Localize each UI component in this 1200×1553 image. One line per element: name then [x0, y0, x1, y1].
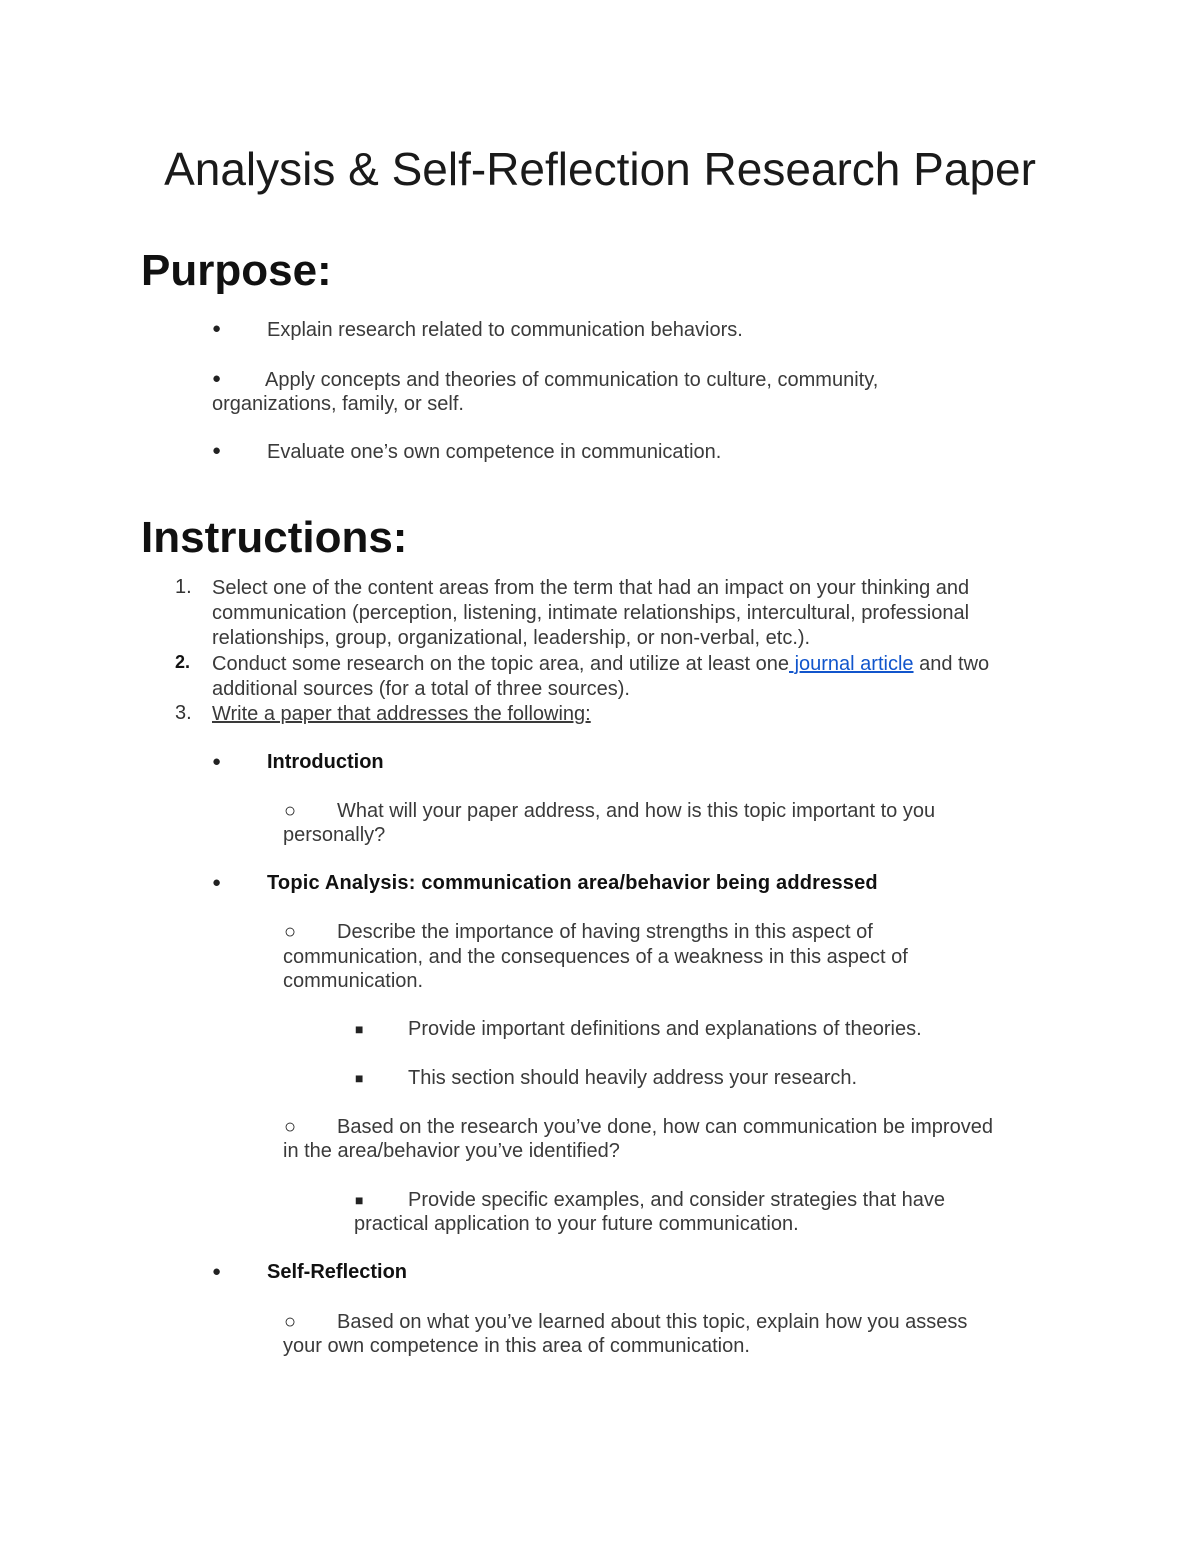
topic-sub-5-line1: Provide specific examples, and consider strategies that have — [408, 1189, 945, 1211]
step-2-text-a: Conduct some research on the topic area, and utilize at least one — [212, 653, 790, 675]
section-introduction: Introduction — [267, 751, 384, 773]
bullet-icon: ● — [212, 1263, 222, 1280]
topic-sub-3: This section should heavily address your research. — [408, 1067, 858, 1089]
purpose-item-3: Evaluate one’s own competence in communication. — [267, 441, 722, 463]
step-3-line1: Write a paper that addresses the following: — [212, 703, 591, 725]
step-2-line2: additional sources (for a total of three sources). — [212, 678, 630, 700]
step-number: 3. — [175, 702, 192, 724]
square-bullet-icon: ■ — [355, 1021, 364, 1037]
purpose-heading: Purpose: — [141, 246, 332, 295]
topic-sub-1-line1: Describe the importance of having strengths in this aspect of — [337, 921, 873, 943]
step-1-line1: Select one of the content areas from the term that had an impact on your thinking and — [212, 577, 970, 599]
journal-article-link[interactable]: journal article — [789, 653, 914, 675]
step-1-line2: communication (perception, listening, intimate relationships, intercultural, professional — [212, 602, 970, 624]
bullet-icon: ● — [212, 753, 222, 770]
section-topic-analysis: Topic Analysis: communication area/behavior being addressed — [267, 872, 878, 894]
topic-sub-2: Provide important definitions and explanations of theories. — [408, 1018, 922, 1040]
step-1-line3: relationships, group, organizational, leadership, or non-verbal, etc.). — [212, 627, 811, 649]
reflection-sub-1-line1: Based on what you’ve learned about this topic, explain how you assess — [337, 1311, 968, 1333]
topic-sub-5-line2: practical application to your future communication. — [354, 1213, 799, 1235]
square-bullet-icon: ■ — [355, 1192, 364, 1208]
intro-sub-1-line1: What will your paper address, and how is this topic important to you — [337, 800, 936, 822]
topic-sub-4-line1: Based on the research you’ve done, how can communication be improved — [337, 1116, 993, 1138]
step-2-text-b: and two — [913, 653, 990, 675]
bullet-icon: ● — [212, 320, 222, 337]
section-self-reflection: Self-Reflection — [267, 1261, 408, 1283]
purpose-item-1: Explain research related to communication behaviors. — [267, 319, 743, 341]
purpose-item-2-line1: Apply concepts and theories of communication to culture, community, — [265, 369, 879, 391]
purpose-item-2-line2: organizations, family, or self. — [212, 393, 464, 415]
document-title: Analysis & Self-Reflection Research Paper — [164, 143, 1036, 195]
bullet-icon: ● — [212, 874, 222, 891]
step-2-line1 — [212, 652, 989, 677]
step-number: 2. — [175, 652, 191, 672]
hollow-bullet-icon: ○ — [284, 1116, 297, 1138]
topic-sub-4-line2: in the area/behavior you’ve identified? — [283, 1140, 620, 1162]
intro-sub-1-line2: personally? — [283, 824, 386, 846]
topic-sub-1-line3: communication. — [283, 970, 424, 992]
bullet-icon: ● — [212, 442, 222, 459]
square-bullet-icon: ■ — [355, 1070, 364, 1086]
instructions-heading: Instructions: — [141, 513, 408, 562]
topic-sub-1-line2: communication, and the consequences of a weakness in this aspect of — [283, 946, 908, 968]
step-number: 1. — [175, 576, 192, 598]
hollow-bullet-icon: ○ — [284, 921, 297, 943]
hollow-bullet-icon: ○ — [284, 800, 297, 822]
reflection-sub-1-line2: your own competence in this area of communication. — [283, 1335, 750, 1357]
bullet-icon: ● — [212, 370, 222, 387]
hollow-bullet-icon: ○ — [284, 1311, 297, 1333]
